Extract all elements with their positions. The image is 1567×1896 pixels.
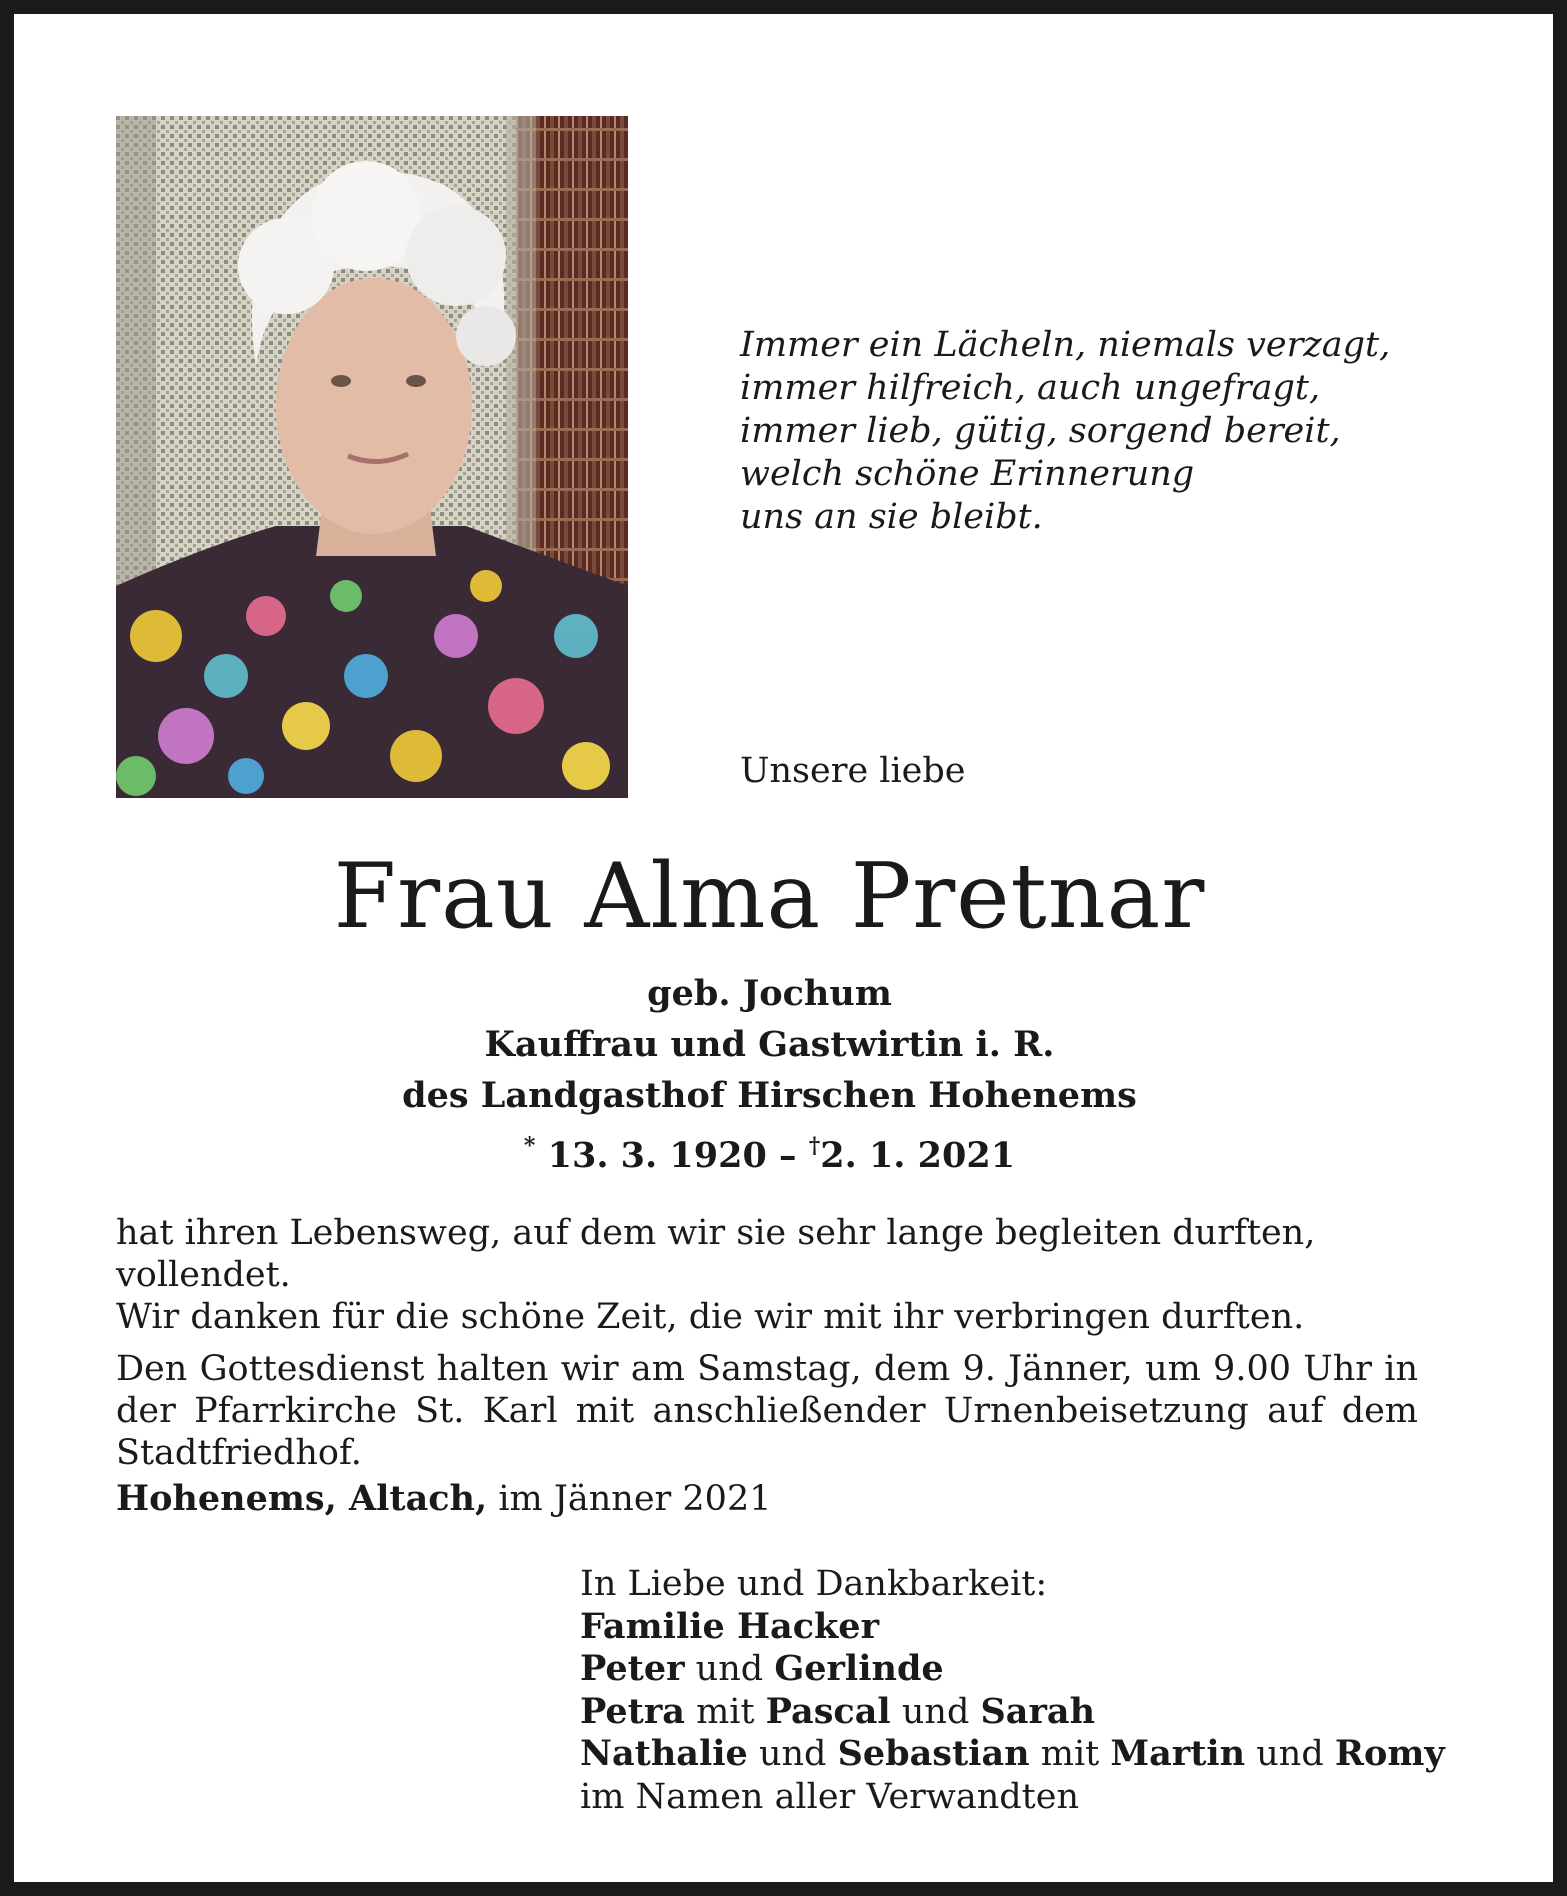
poem-line: immer lieb, gütig, sorgend bereit, — [740, 411, 1341, 451]
portrait-photo — [116, 116, 628, 798]
place-date — [116, 1478, 771, 1520]
mourner-name: Sarah — [980, 1690, 1096, 1732]
service-paragraph: Den Gottesdienst halten wir am Samstag, dem 9. Jänner, um 9.00 Uhr in der Pfarrkirche St. Karl mit anschließender Urnenbeisetzung auf dem Stadtfriedhof. — [116, 1349, 1418, 1473]
birth-name: geb. Jochum — [647, 973, 892, 1014]
deceased-details — [0, 968, 1553, 1181]
signoff — [580, 1563, 1445, 1818]
signoff-heading: In Liebe und Dankbarkeit: — [580, 1564, 1048, 1604]
body-paragraph — [116, 1212, 1418, 1338]
connector: mit — [696, 1691, 755, 1732]
death-symbol: † — [808, 1133, 821, 1159]
deceased-name: Frau Alma Pretnar — [333, 844, 1206, 949]
mourner-name: Martin — [1110, 1733, 1246, 1774]
life-dates — [0, 1121, 1553, 1181]
mourner-name: Peter — [580, 1648, 685, 1689]
place-towns: Hohenems, Altach, — [116, 1478, 488, 1519]
mourner-name: Petra — [580, 1690, 685, 1732]
death-date: 2. 1. 2021 — [820, 1135, 1016, 1176]
body-line: hat ihren Lebensweg, auf dem wir sie sehr lange begleiten durften, vollendet. — [116, 1213, 1316, 1295]
obituary-body — [116, 1212, 1418, 1484]
connector: und — [758, 1734, 827, 1774]
poem-line: Immer ein Lächeln, niemals verzagt, — [740, 325, 1391, 365]
poem-line: welch schöne Erinnerung — [740, 454, 1195, 494]
birth-symbol: * — [523, 1133, 536, 1159]
mourner-row — [580, 1733, 1445, 1776]
mourner-name: Pascal — [765, 1690, 891, 1732]
connector: und — [695, 1649, 764, 1689]
poem-line: immer hilfreich, auch ungefragt, — [740, 368, 1321, 408]
establishment: des Landgasthof Hirschen Hohenems — [402, 1075, 1137, 1116]
mourner-name: Romy — [1334, 1733, 1445, 1774]
signoff-closing: im Namen aller Verwandten — [580, 1776, 1079, 1817]
mourner-row — [580, 1648, 1445, 1691]
mourner-name: Nathalie — [580, 1733, 748, 1774]
connector: und — [1256, 1734, 1324, 1774]
intro-text: Unsere liebe — [740, 751, 966, 791]
birth-date: 13. 3. 1920 — [547, 1135, 767, 1176]
poem-line: uns an sie bleibt. — [740, 497, 1043, 537]
memorial-poem — [740, 324, 1480, 539]
mourner-name: Sebastian — [837, 1733, 1030, 1774]
connector: mit — [1040, 1734, 1100, 1774]
mourner-row — [580, 1691, 1445, 1734]
connector: und — [901, 1691, 970, 1732]
body-line: Wir danken für die schöne Zeit, die wir mit ihr verbringen durften. — [116, 1297, 1305, 1337]
place-month: im Jänner 2021 — [498, 1479, 772, 1519]
occupation: Kauffrau und Gastwirtin i. R. — [484, 1024, 1055, 1065]
family-name: Familie Hacker — [580, 1605, 880, 1647]
date-separator: – — [779, 1135, 797, 1176]
mourner-name: Gerlinde — [774, 1648, 944, 1689]
